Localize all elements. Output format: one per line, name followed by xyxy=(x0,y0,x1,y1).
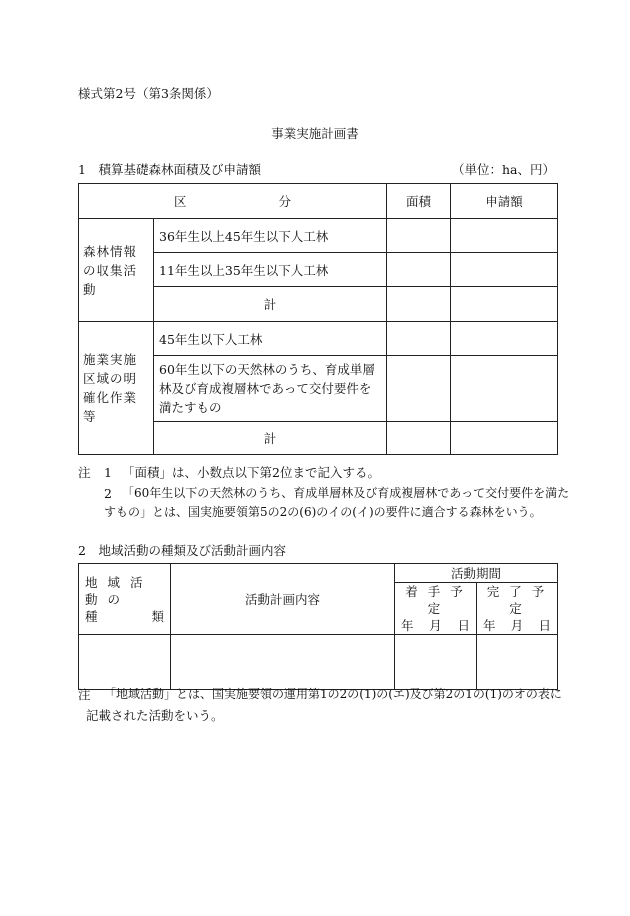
area-cell[interactable] xyxy=(387,322,451,356)
amount-cell[interactable] xyxy=(451,422,558,455)
start-header: 着 手 予 定 年 月 日 xyxy=(395,583,477,635)
note-text: すもの」とは、国実施要領第5の2の(6)のイの(イ)の要件に適合する森林をいう。 xyxy=(104,505,542,519)
note-text: 「地域活動」とは、国実施要領の運用第1の2の(1)の(エ)及び第2の1の(1)のオの表に xyxy=(104,687,562,701)
area-cell[interactable] xyxy=(387,356,451,422)
kubun-header: 区 分 xyxy=(79,184,387,219)
table-row xyxy=(79,219,558,253)
area-cell[interactable] xyxy=(387,422,451,455)
plan-cell[interactable] xyxy=(171,635,395,690)
note-prefix: 注 xyxy=(78,687,91,702)
amount-cell[interactable] xyxy=(451,356,558,422)
activity-table xyxy=(78,563,558,690)
group2-label: 施業実施区域の明確化作業等 xyxy=(79,322,154,455)
row-item: 45年生以下人工林 xyxy=(154,322,387,356)
row-item: 36年生以上45年生以下人工林 xyxy=(154,219,387,253)
area-amount-table xyxy=(78,183,558,455)
unit-label: （単位：ha、円） xyxy=(452,162,556,177)
subtotal-label: 計 xyxy=(154,287,387,322)
group1-label: 森林情報の収集活動 xyxy=(79,219,154,322)
end-header: 完 了 予 定 年 月 日 xyxy=(477,583,558,635)
activity-type-cell[interactable] xyxy=(79,635,171,690)
note-prefix: 注 xyxy=(78,465,91,480)
form-label: 様式第2号（第3条関係） xyxy=(78,86,219,101)
section2-heading: 2 地域活動の種類及び活動計画内容 xyxy=(78,543,286,558)
area-cell[interactable] xyxy=(387,253,451,287)
area-cell[interactable] xyxy=(387,219,451,253)
area-header: 面積 xyxy=(387,184,451,219)
note-text: 記載された活動をいう。 xyxy=(86,708,224,723)
document-title: 事業実施計画書 xyxy=(271,126,359,141)
end-cell[interactable] xyxy=(477,635,558,690)
start-cell[interactable] xyxy=(395,635,477,690)
amount-cell[interactable] xyxy=(451,287,558,322)
row-item: 60年生以下の天然林のうち、育成単層林及び育成複層林であって交付要件を満たすもの xyxy=(154,356,387,422)
table-row xyxy=(79,322,558,356)
plan-header: 活動計画内容 xyxy=(171,564,395,635)
area-cell[interactable] xyxy=(387,287,451,322)
table-row xyxy=(79,635,558,690)
note-number: 2 xyxy=(104,486,112,501)
activity-type-header: 地 域 活 動 の 種 類 xyxy=(79,564,171,635)
note-number: 1 xyxy=(104,465,112,480)
note-text: 「面積」は、小数点以下第2位まで記入する。 xyxy=(122,465,380,480)
note-text: 「60年生以下の天然林のうち、育成単層林及び育成複層林であって交付要件を満た xyxy=(122,486,570,500)
section1-heading: 1 積算基礎森林面積及び申請額 xyxy=(78,162,261,177)
amount-cell[interactable] xyxy=(451,253,558,287)
row-item: 11年生以上35年生以下人工林 xyxy=(154,253,387,287)
table-header-row xyxy=(79,184,558,219)
amount-cell[interactable] xyxy=(451,219,558,253)
subtotal-label: 計 xyxy=(154,422,387,455)
amount-header: 申請額 xyxy=(451,184,558,219)
amount-cell[interactable] xyxy=(451,322,558,356)
period-header: 活動期間 xyxy=(395,564,558,583)
